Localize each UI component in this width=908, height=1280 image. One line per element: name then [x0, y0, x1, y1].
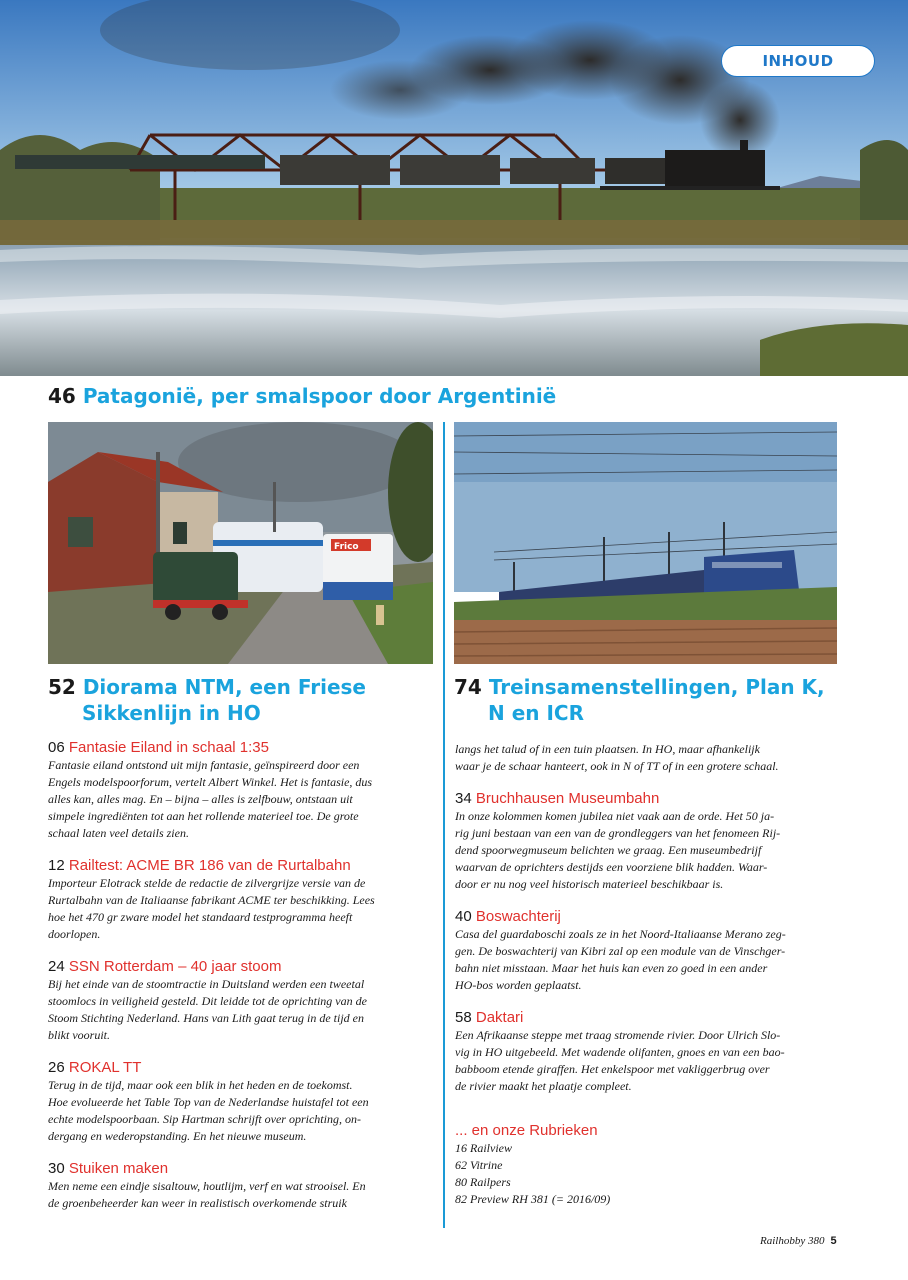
article-title: Bruchhausen Museumbahn [475, 790, 660, 807]
feature-right-heading [454, 674, 854, 726]
article-summary: Men neme een eindje sisaltouw, houtlijm, verf en wat strooisel. En de groenbeheerder kan weer in realistisch overkomende struik [48, 1179, 366, 1210]
article-entry[interactable] [455, 789, 840, 893]
article-summary: Fantasie eiland ontstond uit mijn fantasie, geïnspireerd door een Engels modelspoorforum, vertelt Albert Winkel. Het is fantasie, dus alles kan, alles mag. En – bijna – alles is zelfbouw, ontstaan uit simpele ingrediënten tot aan het rollende materieel toe. De grote schaal laten veel details zien. [48, 758, 373, 840]
page-number: 5 [830, 1235, 837, 1247]
feature-main-number: 46 [48, 384, 76, 408]
continuation-text: langs het talud of in een tuin plaatsen. In HO, maar afhankelijk waar je de schaar hanteert, ook in N of TT of in een grotere schaal. [455, 742, 779, 773]
feature-main-heading [48, 383, 556, 409]
article-number: 34 [455, 790, 472, 807]
article-number: 24 [48, 958, 65, 975]
rubrieken-heading: ... en onze Rubrieken [455, 1122, 598, 1139]
article-summary: Een Afrikaanse steppe met traag stromende rivier. Door Ulrich Slo- vig in HO uitgebeeld. Met wadende olifanten, gnoes en van een bao- babboom etende giraffen. Het enkelspoor met vakliggerbrug over de rivier maakt het plaatje compleet. [455, 1028, 785, 1093]
feature-right-number: 74 [454, 675, 482, 699]
article-number: 26 [48, 1059, 65, 1076]
article-entry[interactable] [455, 1008, 840, 1095]
article-entry[interactable] [48, 856, 433, 943]
article-title: Fantasie Eiland in schaal 1:35 [68, 739, 269, 756]
article-entry[interactable] [48, 1159, 433, 1212]
magazine-name: Railhobby 380 [760, 1235, 825, 1247]
inhoud-badge: INHOUD [721, 45, 875, 77]
article-entry[interactable] [455, 907, 840, 994]
article-summary: Casa del guardaboschi zoals ze in het Noord-Italiaanse Merano zeg- gen. De boswachterij van Kibri zal op een module van de Vinschger- bahn niet misstaan. Maar het huis kan even zo goed in een ander HO-bos worden geplaatst. [455, 927, 786, 992]
article-title: ROKAL TT [68, 1059, 142, 1076]
article-entry[interactable] [48, 957, 433, 1044]
article-title: Boswachterij [475, 908, 561, 925]
feature-left-title-line2: Sikkenlijn in HO [82, 701, 261, 725]
rubriek-item[interactable]: 16 Railview [455, 1141, 512, 1155]
feature-left-heading [48, 674, 438, 726]
article-number: 12 [48, 857, 65, 874]
rubriek-item[interactable]: 80 Railpers [455, 1175, 511, 1189]
article-number: 30 [48, 1160, 65, 1177]
article-summary: In onze kolommen komen jubilea niet vaak aan de orde. Het 50 ja- rig juni bestaan van een van de grondleggers van het fenomeen Rij- dend spoorwegmuseum belichten we graag. Een museumbedrijf waarvan de oprichters destijds een voorziene blik hadden. Waar- door er nu nog veel historisch materieel beschikbaar is. [455, 809, 781, 891]
truck-sign: Frico [334, 542, 359, 552]
articles-right-column [455, 741, 840, 1208]
feature-left-title-line1: Diorama NTM, een Friese [82, 675, 366, 699]
column-divider [443, 422, 445, 1228]
article-entry[interactable] [48, 738, 433, 842]
feature-right-title-line2: N en ICR [488, 701, 584, 725]
feature-main-title: Patagonië, per smalspoor door Argentinië [82, 384, 557, 408]
article-number: 58 [455, 1009, 472, 1026]
article-title: SSN Rotterdam – 40 jaar stoom [68, 958, 282, 975]
article-number: 06 [48, 739, 65, 756]
hero-photo [0, 0, 908, 376]
article-title: Railtest: ACME BR 186 van de Rurtalbahn [68, 857, 351, 874]
article-summary: Importeur Elotrack stelde de redactie de zilvergrijze versie van de Rurtalbahn van de Italiaanse fabrikant ACME ter beschikking. Lees hoe het 470 gr zware model het standaard testprogramma heeft doorlopen. [48, 876, 375, 941]
article-title: Stuiken maken [68, 1160, 169, 1177]
feature-right-title-line1: Treinsamenstellingen, Plan K, [488, 675, 825, 699]
blue-train-illustration [454, 422, 837, 664]
article-continuation [455, 741, 840, 775]
rubriek-item[interactable]: 82 Preview RH 381 (= 2016/09) [455, 1192, 611, 1206]
articles-left-column [48, 738, 433, 1226]
rubriek-item[interactable]: 62 Vitrine [455, 1158, 503, 1172]
article-title: Daktari [475, 1009, 524, 1026]
blue-train-photo [454, 422, 837, 664]
article-entry[interactable] [48, 1058, 433, 1145]
diorama-photo [48, 422, 433, 664]
feature-left-number: 52 [48, 675, 76, 699]
rubrieken-section [455, 1121, 840, 1208]
diorama-illustration [48, 422, 433, 664]
page-footer [760, 1235, 837, 1247]
article-summary: Bij het einde van de stoomtractie in Duitsland werden een tweetal stoomlocs in veiligheid gesteld. Dit leidde tot de oprichting van de Stoom Stichting Nederland. Hans van Lith gaat terug in de tijd en blikt vooruit. [48, 977, 367, 1042]
article-number: 40 [455, 908, 472, 925]
article-summary: Terug in de tijd, maar ook een blik in het heden en de toekomst. Hoe evolueerde het Table Top van de Nederlandse huistafel tot een echte modelspoorbaan. Sip Hartman schrijft over oprichting, on- dergang en wederopstanding. En het nieuwe museum. [48, 1078, 369, 1143]
